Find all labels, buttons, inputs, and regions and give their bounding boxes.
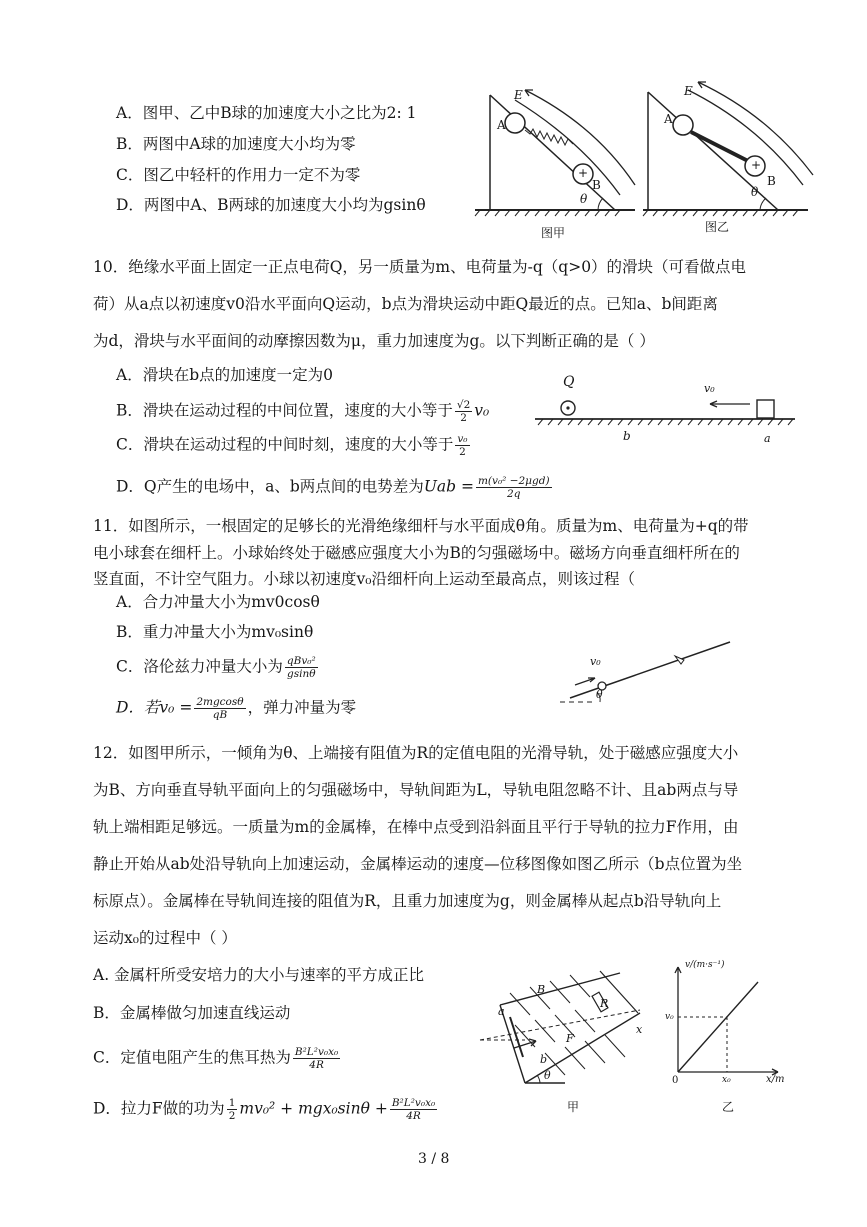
q10-option-d-eq: Uab =	[423, 477, 474, 496]
q12-option-d-den: 4R	[406, 1110, 421, 1122]
q12-option-d-half	[227, 1097, 238, 1122]
q10-option-b-fraction	[455, 399, 472, 424]
q11-option-d-den: qB	[212, 709, 228, 721]
q11-option-d	[116, 696, 356, 721]
q12-fig2-xlabel: x/m	[766, 1074, 785, 1085]
q9-option-b: B．两图中A球的加速度大小均为零	[116, 135, 356, 153]
q10-option-d-fraction	[476, 475, 552, 500]
q9-fig2-caption: 图乙	[705, 220, 730, 234]
q10-option-d-num: m(v₀² −2μgd)	[477, 475, 550, 487]
q9-option-a: A．图甲、乙中B球的加速度大小之比为2: 1	[116, 104, 417, 122]
q10-option-d-text: D．Q产生的电场中，a、b两点间的电势差为	[116, 477, 424, 496]
q10-option-c-den: 2	[459, 446, 466, 458]
q9-fig2-plus-sign: +	[751, 158, 762, 172]
q11-option-b: B．重力冲量大小为mv₀sinθ	[116, 623, 314, 641]
q12-stem-line-6: 运动x₀的过程中（ ）	[93, 929, 237, 947]
q10-stem-line-2: 荷）从a点以初速度v0沿水平面向Q运动，b点为滑块运动中距Q最近的点。已知a、b间距离	[93, 295, 718, 313]
q9-fig1-caption: 图甲	[541, 226, 566, 240]
q12-option-b: B．金属棒做匀加速直线运动	[93, 1004, 291, 1022]
q11-option-c-fraction	[285, 655, 318, 680]
q11-figure	[555, 640, 735, 710]
q9-fig1-theta-label: θ	[580, 192, 588, 206]
q12-option-d	[93, 1097, 439, 1122]
q12-option-d-fraction	[390, 1097, 437, 1122]
q9-fig1-plus-sign: +	[578, 166, 589, 180]
q10-stem-line-3: 为d，滑块与水平面间的动摩擦因数为μ，重力加速度为g。以下判断正确的是（ ）	[93, 332, 655, 350]
q9-option-c: C．图乙中轻杆的作用力一定不为零	[116, 166, 361, 184]
q9-figure-jia	[470, 85, 640, 245]
q12-option-c-den: 4R	[309, 1059, 324, 1071]
q11-option-d-num: 2mgcosθ	[196, 696, 244, 708]
q10-option-b-num: √2	[456, 399, 471, 411]
q10-option-c-num: v₀	[457, 433, 468, 445]
q10-option-c-text: C．滑块在运动过程的中间时刻，速度的大小等于	[116, 435, 454, 454]
q10-option-b-text: B．滑块在运动过程的中间位置，速度的大小等于	[116, 401, 453, 420]
q11-option-c-den: gsinθ	[286, 668, 316, 680]
q12-fig1-theta-label: θ	[544, 1069, 551, 1082]
q12-fig2-x0-label: x₀	[722, 1075, 731, 1085]
q12-figure-yi	[668, 962, 788, 1082]
q9-fig1-a-label: A	[497, 118, 506, 132]
q11-stem-line-2: 电小球套在细杆上。小球始终处于磁感应强度大小为B的匀强磁场中。磁场方向垂直细杆所在的	[93, 544, 740, 562]
q9-fig2-b-label: B	[767, 174, 776, 188]
q12-fig2-v0-label: v₀	[665, 1012, 674, 1022]
q12-option-d-mid: mv₀² + mgx₀sinθ +	[239, 1099, 388, 1118]
q11-fig-theta-label: θ	[596, 688, 603, 701]
q9-fig2-e-label: E	[684, 84, 693, 98]
q10-option-a: A．滑块在b点的加速度一定为0	[116, 366, 333, 384]
q12-fig2-caption: 乙	[722, 1100, 735, 1114]
q12-option-d-half-num: 1	[228, 1097, 236, 1109]
q12-stem-line-3: 轨上端相距足够远。一质量为m的金属棒，在棒中点受到沿斜面且平行于导轨的拉力F作用，由	[93, 818, 739, 836]
q12-figure-jia	[470, 965, 655, 1095]
q11-option-c	[116, 655, 320, 680]
q9-fig1-e-label: E	[514, 88, 523, 102]
q12-option-c	[93, 1046, 342, 1071]
q9-fig2-a-label: A	[664, 112, 673, 126]
q11-option-d-fraction	[194, 696, 245, 721]
q12-option-d-num: B²L²v₀x₀	[391, 1097, 436, 1109]
q10-option-c-fraction	[455, 433, 469, 458]
q12-fig1-b-point-label: b	[540, 1053, 548, 1066]
q10-option-b-tail: v₀	[474, 401, 490, 420]
q11-stem-line-1: 11．如图所示，一根固定的足够长的光滑绝缘细杆与水平面成θ角。质量为m、电荷量为+q的带	[93, 517, 749, 535]
q12-fig1-x-label: x	[636, 1023, 643, 1036]
q10-option-b	[116, 399, 489, 424]
q9-figure-yi	[638, 80, 813, 240]
q12-stem-line-4: 静止开始从ab处沿导轨向上加速运动，金属棒运动的速度—位移图像如图乙所示（b点位置为坐	[93, 855, 743, 873]
q12-stem-line-1: 12．如图甲所示，一倾角为θ、上端接有阻值为R的定值电阻的光滑导轨，处于磁感应强度大小	[93, 744, 739, 762]
q10-fig-b-label: b	[623, 429, 631, 443]
q12-stem-line-2: 为B、方向垂直导轨平面向上的匀强磁场中，导轨间距为L，导轨电阻忽略不计、且ab两点与导	[93, 781, 739, 799]
q12-option-c-text: C．定值电阻产生的焦耳热为	[93, 1048, 291, 1067]
q12-stem-line-5: 标原点）。金属棒在导轨间连接的阻值为R，且重力加速度为g，则金属棒从起点b沿导轨向上	[93, 892, 722, 910]
q11-option-c-text: C．洛伦兹力冲量大小为	[116, 657, 283, 676]
q10-figure	[535, 392, 800, 447]
q12-fig1-f-label: F	[566, 1032, 574, 1045]
q11-option-a: A．合力冲量大小为mv0cosθ	[116, 593, 320, 611]
q12-fig1-a-label: a	[498, 1005, 505, 1018]
q11-option-c-num: qBv₀²	[286, 655, 316, 667]
q12-fig1-r-label: R	[600, 997, 609, 1010]
q10-fig-a-label: a	[764, 432, 771, 445]
q11-stem-line-3: 竖直面，不计空气阻力。小球以初速度v₀沿细杆向上运动至最高点，则该过程（	[93, 570, 635, 588]
q11-option-d-text: D．若v₀ =	[116, 698, 193, 717]
q10-stem-line-1: 10．绝缘水平面上固定一正点电荷Q，另一质量为m、电荷量为-q（q>0）的滑块（可看做点电	[93, 258, 747, 276]
q10-fig-q-label: Q	[563, 374, 575, 390]
q12-option-d-half-den: 2	[228, 1110, 236, 1122]
q9-fig1-b-label: B	[592, 178, 601, 192]
q10-fig-v0-label: v₀	[704, 382, 715, 395]
q9-fig2-theta-label: θ	[751, 185, 759, 199]
q9-option-d: D．两图中A、B两球的加速度大小均为gsinθ	[116, 196, 426, 214]
q12-fig2-origin: 0	[672, 1075, 679, 1086]
q10-option-b-den: 2	[460, 412, 467, 424]
q12-fig1-b-label: B	[537, 983, 546, 996]
q10-option-c	[116, 433, 472, 458]
page-number: 3 / 8	[418, 1151, 450, 1167]
q12-option-d-text: D．拉力F做的功为	[93, 1099, 225, 1118]
q12-option-c-num: B²L²v₀x₀	[294, 1046, 339, 1058]
q11-option-d-tail: ，弹力冲量为零	[247, 698, 357, 717]
q12-option-c-fraction	[293, 1046, 340, 1071]
q11-fig-v0-label: v₀	[590, 655, 601, 668]
q10-option-d	[116, 475, 554, 500]
q12-fig1-caption: 甲	[567, 1100, 580, 1114]
q10-option-d-den: 2q	[507, 488, 521, 500]
q12-option-a: A. 金属杆所受安培力的大小与速率的平方成正比	[93, 966, 425, 984]
q12-fig2-ylabel: v/(m·s⁻¹)	[685, 960, 725, 970]
